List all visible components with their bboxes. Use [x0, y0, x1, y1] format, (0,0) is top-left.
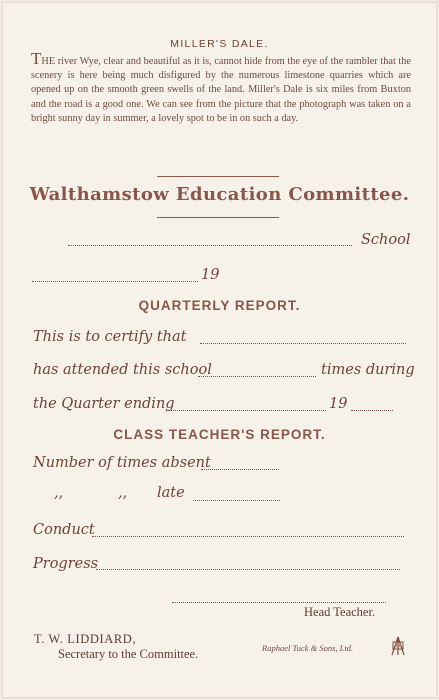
secretary-name: T. W. LIDDIARD,	[34, 632, 137, 646]
head-teacher-label: Head Teacher.	[304, 605, 376, 619]
conduct-line	[92, 536, 404, 537]
pupil-name-line	[200, 343, 406, 344]
class-report-heading: CLASS TEACHER'S REPORT.	[113, 427, 326, 442]
place-description	[31, 49, 411, 126]
quarter-date-line	[168, 410, 326, 411]
times-during-label: times during	[321, 362, 415, 378]
committee-heading: Walthamstow Education Committee.	[29, 184, 410, 205]
year-prefix: 19	[201, 267, 220, 283]
absent-line	[201, 469, 279, 470]
publisher-credit: Raphael Tuck & Sons, Ltd.	[262, 643, 354, 653]
easel-palette-icon	[390, 636, 406, 656]
quarterly-report-heading: QUARTERLY REPORT.	[138, 298, 301, 313]
attended-label: has attended this school	[33, 362, 212, 378]
date-line	[32, 281, 198, 282]
quarter-year-line	[351, 410, 393, 411]
progress-line	[96, 569, 400, 570]
certify-label: This is to certify that	[33, 329, 187, 345]
quarter-year: 19	[329, 396, 348, 412]
times-attended-line	[198, 376, 316, 377]
absent-label: Number of times absent	[33, 455, 211, 471]
description-text: HE river Wye, clear and beautiful as it is, cannot hide from the eye of the rambler that the scenery is here being much disfigured by the numerous limestone quarries which are opened up on the smooth green swells of the land. Miller's Dale is six miles from Buxton and the road is a good one. We can see from the picture that the photograph was taken on a bright sunny day in summer, a lovely spot to be in on such a day.	[31, 56, 411, 124]
secretary-title: Secretary to the Committee.	[58, 647, 199, 661]
late-label: late	[157, 485, 185, 501]
head-teacher-signature-line	[172, 602, 386, 603]
conduct-label: Conduct	[33, 522, 95, 538]
dropcap: T	[31, 49, 42, 68]
progress-label: Progress	[33, 556, 99, 572]
place-title: MILLER'S DALE.	[170, 38, 269, 50]
ditto-mark-2: ,,	[118, 485, 128, 501]
school-label: School	[361, 232, 411, 248]
quarter-ending-label: the Quarter ending	[33, 396, 175, 412]
ditto-mark-1: ,,	[54, 485, 64, 501]
bottom-rule	[157, 217, 279, 218]
school-name-line	[68, 245, 352, 246]
late-line	[193, 500, 280, 501]
top-rule	[157, 176, 279, 177]
